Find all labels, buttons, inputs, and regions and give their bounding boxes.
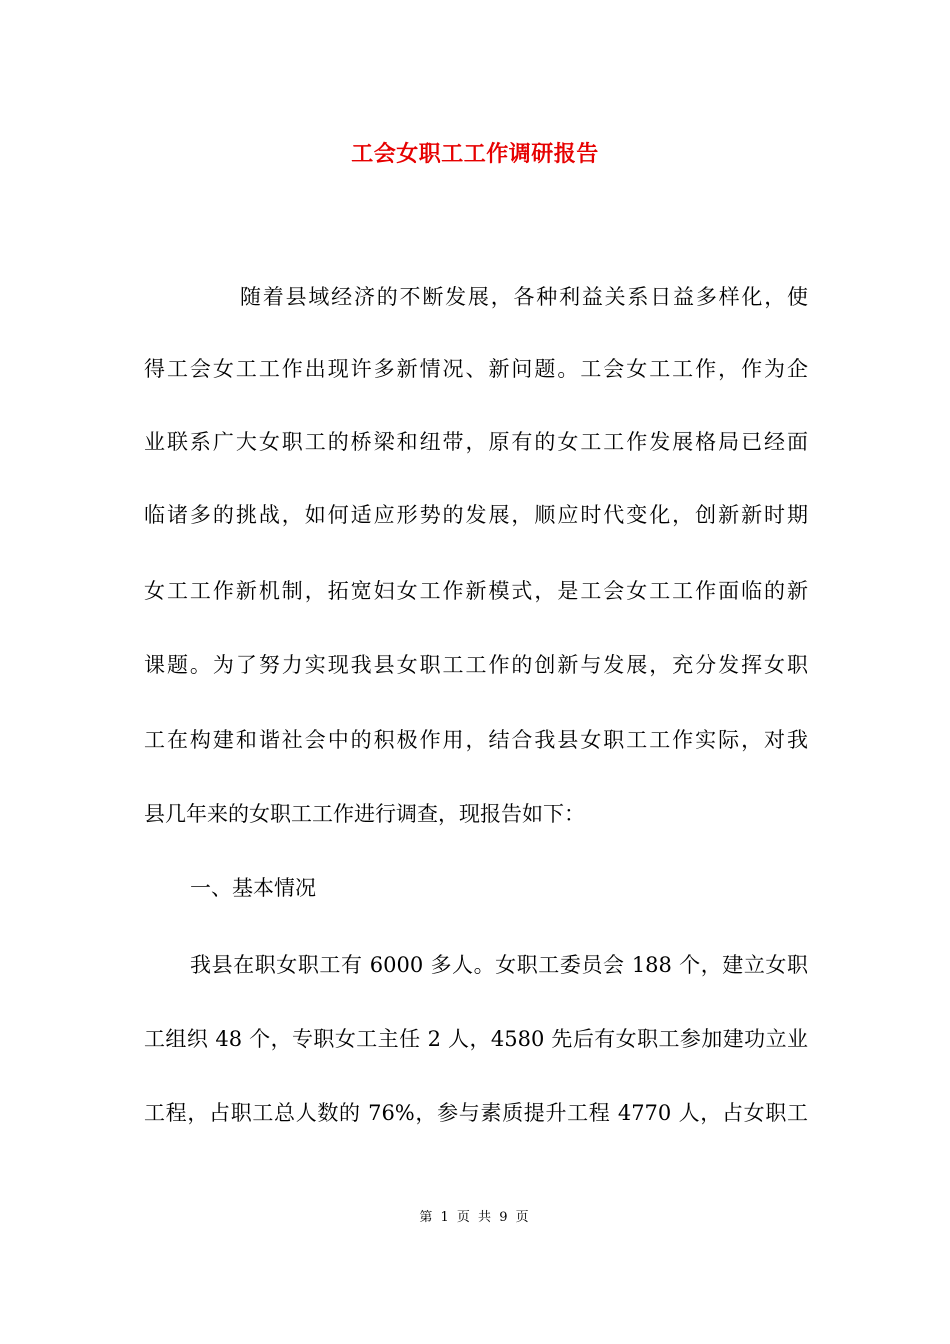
paragraph-line: 课题。为了努力实现我县女职工工作的创新与发展，充分发挥女职 [144,653,808,677]
document-title: 工会女职工工作调研报告 [351,141,599,167]
section-heading: 一、基本情况 [190,876,316,900]
paragraph-line: 工在构建和谐社会中的积极作用，结合我县女职工工作实际，对我 [144,728,808,752]
paragraph-line: 县几年来的女职工工作进行调查，现报告如下： [144,802,585,826]
paragraph-line: 临诸多的挑战，如何适应形势的发展，顺应时代变化，创新新时期 [144,503,808,527]
paragraph-line: 工组织 48 个，专职女工主任 2 人，4580 先后有女职工参加建功立业 [144,1027,808,1051]
page-number-footer: 第 1 页 共 9 页 [419,1210,531,1225]
paragraph-line: 随着县域经济的不断发展，各种利益关系日益多样化，使 [240,285,808,309]
paragraph-line: 我县在职女职工有 6000 多人。女职工委员会 188 个，建立女职 [190,953,808,977]
paragraph-line: 工程，占职工总人数的 76%，参与素质提升工程 4770 人，占女职工 [144,1101,808,1125]
paragraph-line: 女工工作新机制，拓宽妇女工作新模式，是工会女工工作面临的新 [144,579,808,603]
paragraph-line: 得工会女工工作出现许多新情况、新问题。工会女工工作，作为企 [144,357,808,381]
paragraph-line: 业联系广大女职工的桥梁和纽带，原有的女工工作发展格局已经面 [144,430,808,454]
